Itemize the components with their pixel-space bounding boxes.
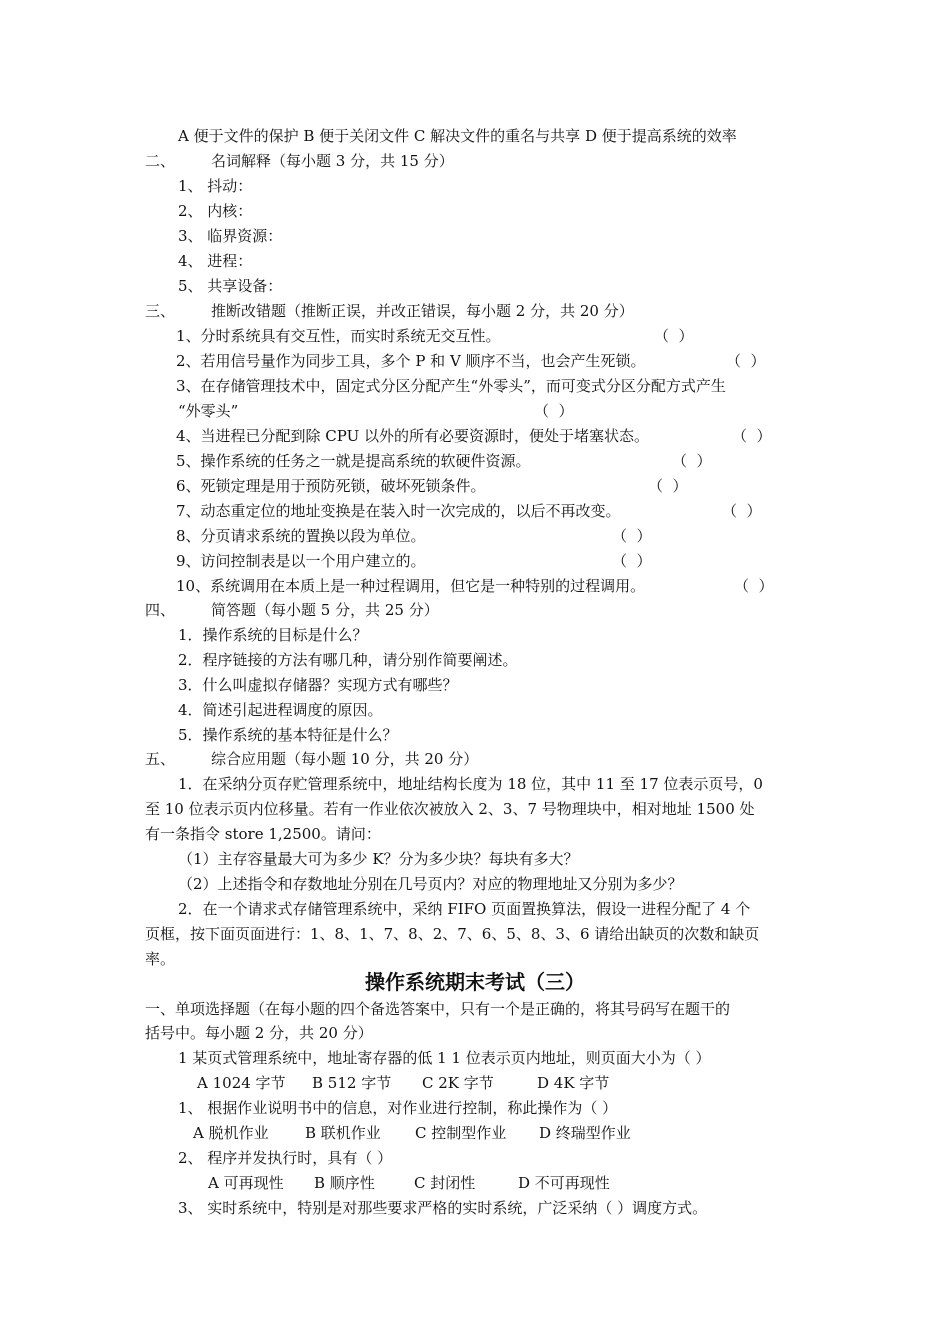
question-paragraph: 有一条指令 store 1,2500。请问： [145, 825, 381, 843]
true-false-item: 5、操作系统的任务之一就是提高系统的软硬件资源。 [176, 452, 531, 470]
section-1-heading: 一、单项选择题（在每小题的四个备选答案中，只有一个是正确的，将其号码写在题干的 [145, 1000, 731, 1018]
answer-blank: （ ） [648, 477, 688, 495]
true-false-item-continued: “外零头” [178, 402, 239, 420]
choice-question: 1 某页式管理系统中，地址寄存器的低 1 1 位表示页内地址，则页面大小为（ ） [178, 1049, 711, 1067]
section-1-heading-continued: 括号中。每小题 2 分，共 20 分） [145, 1024, 373, 1042]
option-c: C 控制型作业 [415, 1124, 507, 1142]
true-false-item: 2、若用信号量作为同步工具，多个 P 和 V 顺序不当，也会产生死锁。 [176, 352, 646, 370]
option-c: C 2K 字节 [422, 1074, 494, 1092]
section-title: 推断改错题（推断正误，并改正错误，每小题 2 分，共 20 分） [211, 302, 634, 320]
question-item: 2．程序链接的方法有哪几种，请分别作简要阐述。 [178, 651, 518, 669]
previous-question-options: A 便于文件的保护 B 便于关闭文件 C 解决文件的重名与共享 D 便于提高系统的效率 [178, 127, 737, 145]
section-4-heading [145, 600, 439, 620]
question-paragraph: 页框，按下面页面进行：1、8、1、7、8、2、7、6、5、8、3、6 请给出缺页的次数和缺页 [145, 925, 760, 943]
option-a: A 脱机作业 [193, 1124, 269, 1142]
choice-question: 2、 程序并发执行时，具有（ ） [178, 1149, 393, 1167]
option-d: D 4K 字节 [537, 1074, 610, 1092]
sub-question: （2）上述指令和存数地址分别在几号页内？对应的物理地址又分别为多少？ [178, 875, 683, 893]
question-paragraph: 至 10 位表示页内位移量。若有一作业依次被放入 2、3、7 号物理块中，相对地址 1500 处 [145, 800, 755, 818]
choice-options [197, 1073, 609, 1093]
list-item: 3、 临界资源： [178, 227, 283, 245]
list-item: 2、 内核： [178, 202, 253, 220]
exam-title: 操作系统期末考试（三） [365, 970, 585, 994]
section-number: 三、 [145, 302, 176, 320]
option-b: B 联机作业 [305, 1124, 381, 1142]
list-item: 5、 共享设备： [178, 277, 283, 295]
true-false-item: 1、分时系统具有交互性，而实时系统无交互性。 [176, 327, 501, 345]
true-false-item: 10、系统调用在本质上是一种过程调用，但它是一种特别的过程调用。 [176, 577, 646, 595]
question-paragraph: 2．在一个请求式存储管理系统中，采纳 FIFO 页面置换算法，假设一进程分配了 4 个 [178, 900, 751, 918]
answer-blank: （ ） [612, 527, 652, 545]
choice-options [208, 1173, 610, 1193]
option-d: D 终瑞型作业 [539, 1124, 631, 1142]
true-false-item: 9、访问控制表是以一个用户建立的。 [176, 552, 426, 570]
option-c: C 封闭性 [414, 1174, 476, 1192]
list-item: 1、 抖动： [178, 177, 253, 195]
answer-blank: （ ） [734, 577, 774, 595]
sub-question: （1）主存容量最大可为多少 K？分为多少块？每块有多大？ [178, 850, 579, 868]
question-item: 1．操作系统的目标是什么？ [178, 626, 368, 644]
choice-question: 3、 实时系统中，特别是对那些要求严格的实时系统，广泛采纳（ ）调度方式。 [178, 1199, 708, 1217]
question-paragraph: 1．在采纳分页存贮管理系统中，地址结构长度为 18 位，其中 11 至 17 位表示页号，0 [178, 775, 763, 793]
answer-blank: （ ） [612, 552, 652, 570]
question-paragraph: 率。 [145, 950, 176, 968]
section-title: 名词解释（每小题 3 分，共 15 分） [211, 152, 454, 170]
option-b: B 顺序性 [314, 1174, 375, 1192]
answer-blank: （ ） [672, 452, 712, 470]
question-item: 4．简述引起进程调度的原因。 [178, 701, 383, 719]
answer-blank: （ ） [732, 427, 772, 445]
section-2-heading [145, 151, 454, 171]
option-a: A 1024 字节 [197, 1074, 286, 1092]
section-number: 五、 [145, 750, 176, 768]
section-3-heading [145, 301, 634, 321]
true-false-item: 8、分页请求系统的置换以段为单位。 [176, 527, 426, 545]
true-false-item: 4、当进程已分配到除 CPU 以外的所有必要资源时，便处于堵塞状态。 [176, 427, 650, 445]
section-number: 二、 [145, 152, 176, 170]
section-number: 四、 [145, 601, 176, 619]
option-a: A 可再现性 [208, 1174, 284, 1192]
option-b: B 512 字节 [312, 1074, 392, 1092]
option-d: D 不可再现性 [518, 1174, 610, 1192]
section-title: 简答题（每小题 5 分，共 25 分） [211, 601, 439, 619]
answer-blank: （ ） [722, 502, 762, 520]
true-false-item: 3、在存储管理技术中，固定式分区分配产生“外零头”，而可变式分区分配方式产生 [176, 377, 726, 395]
section-5-heading [145, 749, 478, 769]
section-title: 综合应用题（每小题 10 分，共 20 分） [211, 750, 479, 768]
question-item: 5．操作系统的基本特征是什么？ [178, 726, 398, 744]
answer-blank: （ ） [534, 402, 574, 420]
answer-blank: （ ） [726, 352, 766, 370]
choice-question: 1、 根据作业说明书中的信息，对作业进行控制，称此操作为（ ） [178, 1099, 618, 1117]
list-item: 4、 进程： [178, 252, 253, 270]
choice-options [193, 1123, 631, 1143]
question-item: 3．什么叫虚拟存储器？实现方式有哪些？ [178, 676, 458, 694]
true-false-item: 6、死锁定理是用于预防死锁，破坏死锁条件。 [176, 477, 486, 495]
answer-blank: （ ） [654, 327, 694, 345]
true-false-item: 7、动态重定位的地址变换是在装入时一次完成的，以后不再改变。 [176, 502, 621, 520]
